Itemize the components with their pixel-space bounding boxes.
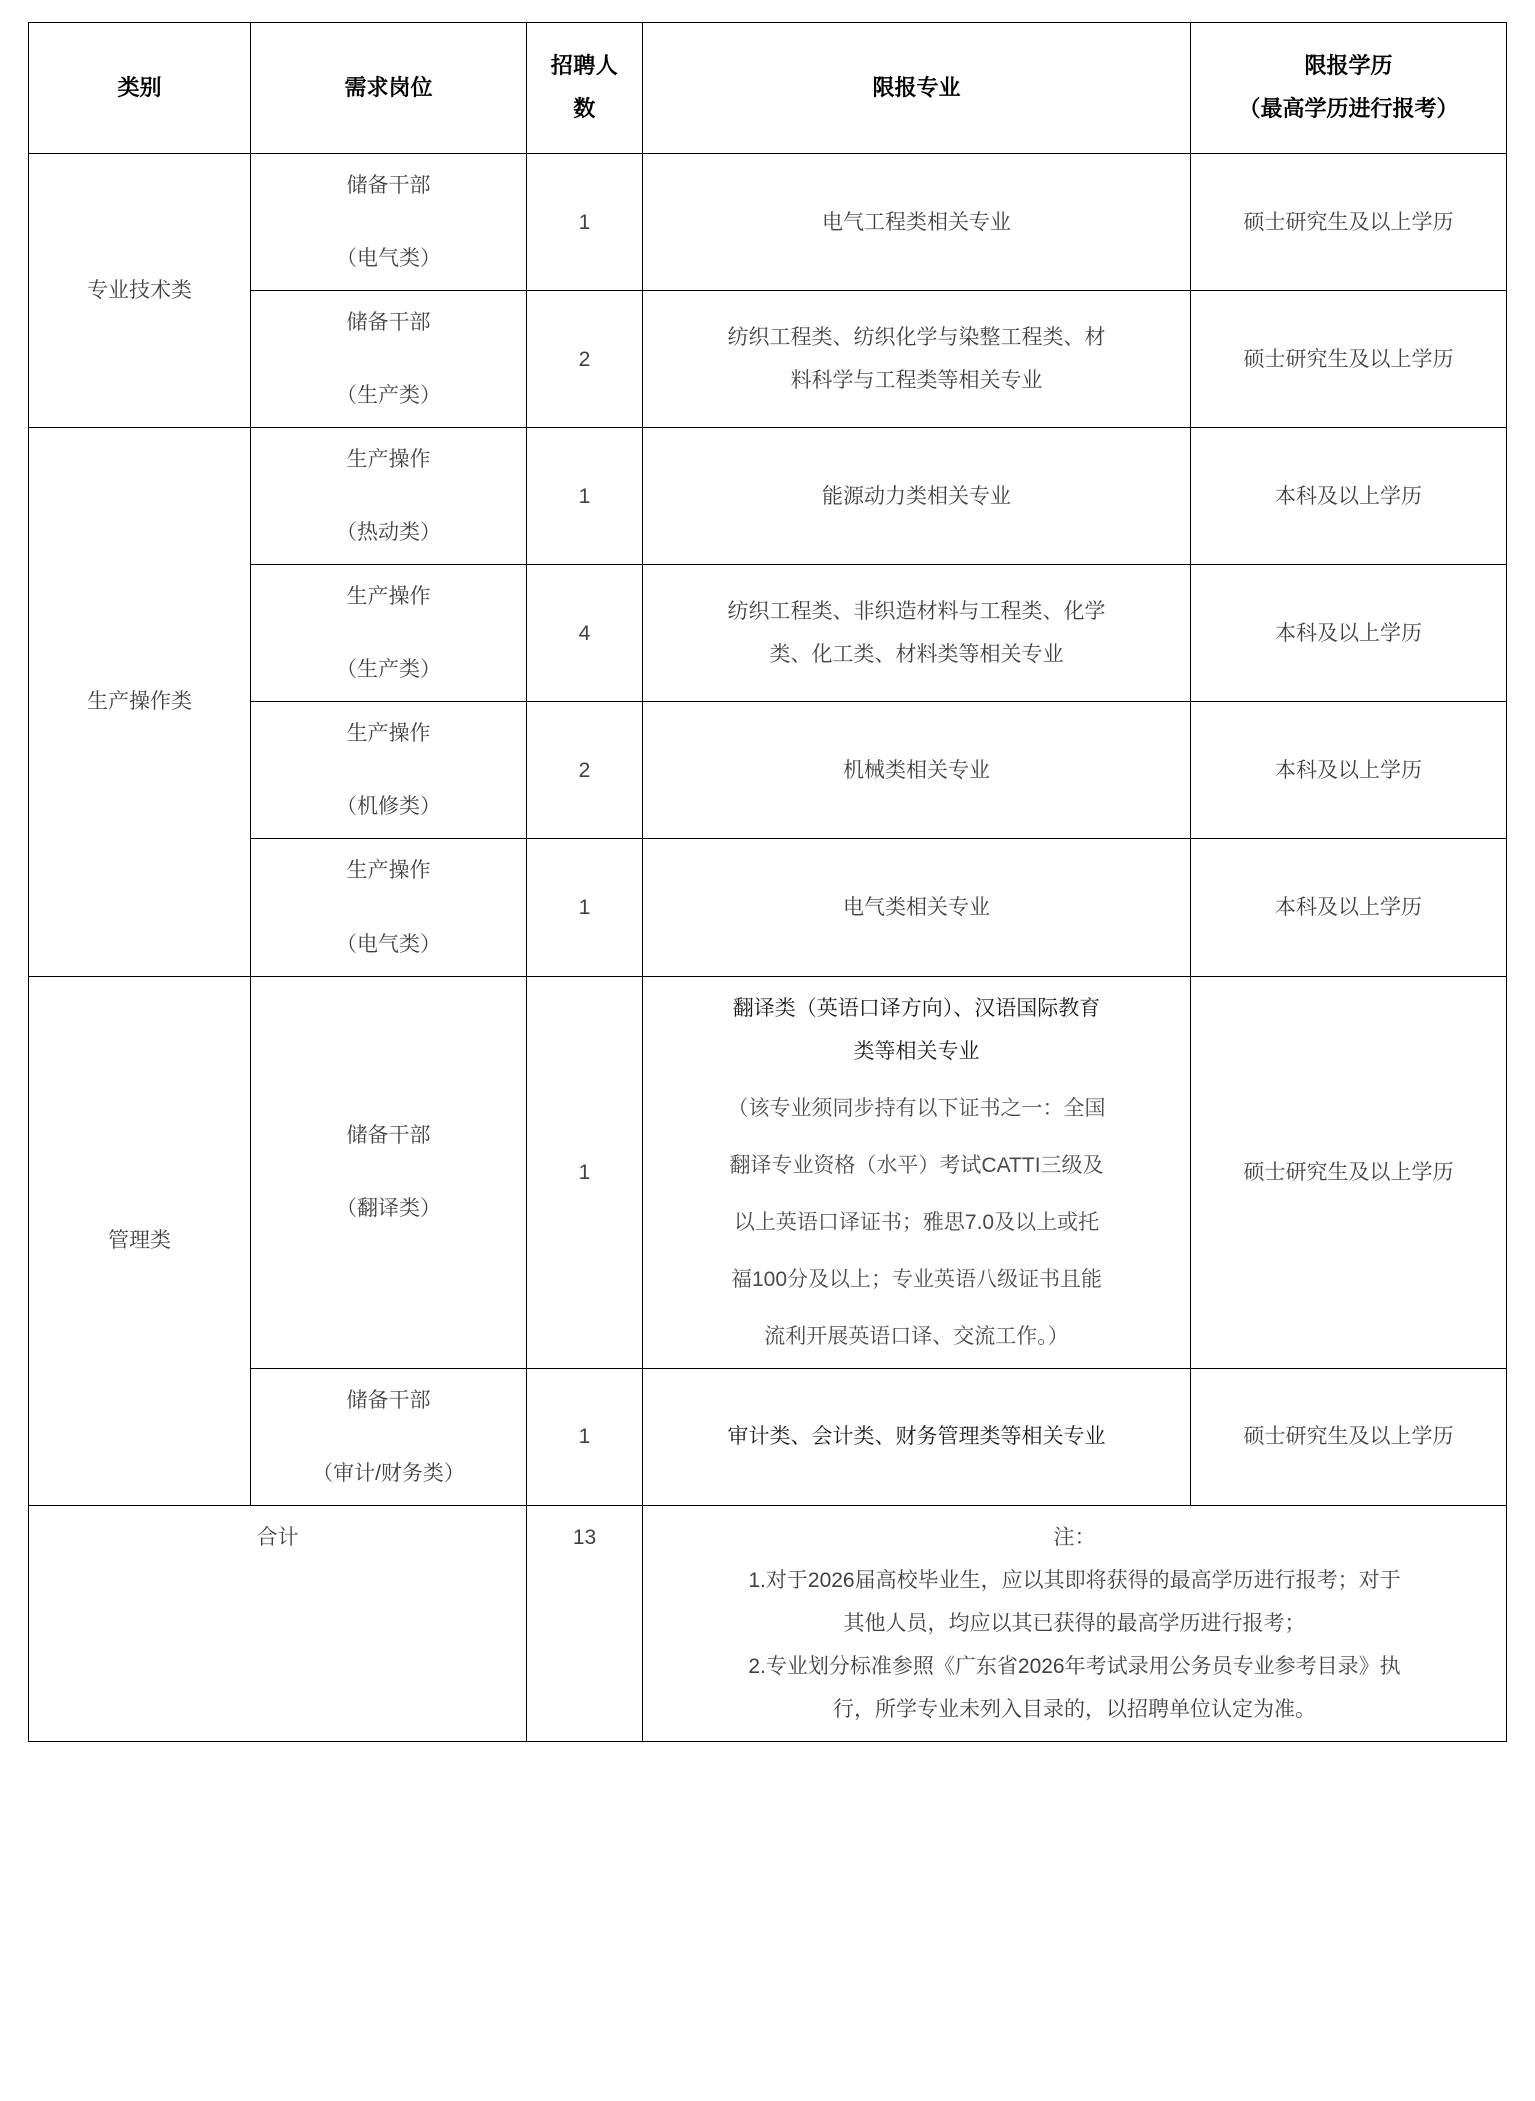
- header-label-headcount-line1: 招聘人: [550, 53, 619, 79]
- spacer: [259, 618, 518, 648]
- cell-education: 本科及以上学历: [1191, 839, 1507, 976]
- major-text-line2: 类等相关专业: [853, 1039, 980, 1063]
- header-label-education-line1: 限报学历: [1304, 53, 1393, 79]
- cell-major: [643, 702, 1191, 839]
- table-row: [29, 1368, 1507, 1505]
- header-label-position: 需求岗位: [344, 74, 433, 100]
- cell-major: [643, 1368, 1191, 1505]
- note-1-line-1: 1.对于2026届高校毕业生，应以其即将获得的最高学历进行报考；对于: [748, 1569, 1401, 1593]
- major-text-line1: 纺织工程类、非织造材料与工程类、化学: [727, 600, 1106, 624]
- header-cell-education: [1191, 23, 1507, 154]
- header-cell-headcount: [527, 23, 643, 154]
- cell-headcount: 1: [527, 1368, 643, 1505]
- header-label-headcount-line2: 数: [573, 96, 596, 121]
- cell-position: [251, 702, 527, 839]
- header-label-major: 限报专业: [872, 74, 961, 100]
- table-row: [29, 702, 1507, 839]
- cell-position: [251, 839, 527, 976]
- position-subtype: （生产类）: [336, 384, 441, 408]
- position-subtype: （热动类）: [336, 521, 441, 545]
- spacer: [259, 344, 518, 374]
- education-text: 硕士研究生及以上学历: [1243, 210, 1454, 234]
- note-1-line-2: 其他人员，均应以其已获得的最高学历进行报考；: [843, 1612, 1306, 1636]
- header-label-category: 类别: [117, 74, 162, 100]
- note-2-line-2: 行，所学专业未列入目录的，以招聘单位认定为准。: [833, 1698, 1316, 1722]
- cell-education: 硕士研究生及以上学历: [1191, 291, 1507, 428]
- major-text: 能源动力类相关专业: [822, 484, 1011, 508]
- cell-major: [643, 565, 1191, 702]
- cell-education: 本科及以上学历: [1191, 428, 1507, 565]
- spacer: [259, 1422, 518, 1452]
- cell-headcount: 4: [527, 565, 643, 702]
- cell-education: 本科及以上学历: [1191, 702, 1507, 839]
- cell-major: [643, 291, 1191, 428]
- position-subtype: （审计/财务类）: [312, 1461, 465, 1485]
- major-note-line3: 以上英语口译证书；雅思7.0及以上或托: [733, 1210, 1100, 1234]
- note-2-line-1: 2.专业划分标准参照《广东省2026年考试录用公务员专业参考目录》执: [748, 1655, 1401, 1679]
- table-row: [29, 976, 1507, 1368]
- major-text-line1: 纺织工程类、纺织化学与染整工程类、材: [727, 326, 1106, 350]
- position-title: 储备干部: [346, 311, 431, 335]
- notes-heading: 注：: [1053, 1525, 1096, 1549]
- position-title: 储备干部: [346, 1124, 431, 1148]
- totals-label: 合计: [29, 1505, 527, 1741]
- cell-headcount: 1: [527, 154, 643, 291]
- major-note-line5: 流利开展英语口译、交流工作。）: [764, 1324, 1069, 1348]
- spacer: [259, 893, 518, 923]
- position-subtype: （电气类）: [336, 247, 441, 271]
- cell-major: [643, 839, 1191, 976]
- cell-position: [251, 428, 527, 565]
- major-text-line2: 类、化工类、材料类等相关专业: [769, 643, 1064, 667]
- spacer: [259, 755, 518, 785]
- position-title: 生产操作: [346, 448, 431, 472]
- major-text-line1: 翻译类（英语口译方向）、汉语国际教育: [732, 996, 1101, 1020]
- position-title: 储备干部: [346, 174, 431, 197]
- cell-category-production-operation: [29, 428, 251, 976]
- major-text: 机械类相关专业: [843, 758, 990, 782]
- major-text-line2: 料科学与工程类等相关专业: [790, 369, 1043, 393]
- table-row: [29, 291, 1507, 428]
- cell-education: 硕士研究生及以上学历: [1191, 976, 1507, 1368]
- spacer: [259, 481, 518, 511]
- position-subtype: （电气类）: [336, 932, 441, 956]
- position-subtype: （生产类）: [336, 658, 441, 682]
- header-cell-position: [251, 23, 527, 154]
- category-label: 管理类: [108, 1229, 171, 1253]
- cell-position: [251, 976, 527, 1368]
- cell-position: [251, 565, 527, 702]
- cell-major-translation: [643, 976, 1191, 1368]
- cell-headcount: 2: [527, 702, 643, 839]
- position-subtype: （机修类）: [336, 795, 441, 819]
- cell-major: [643, 154, 1191, 291]
- cell-headcount: 1: [527, 976, 643, 1368]
- cell-education: [1191, 154, 1507, 291]
- cell-major: [643, 428, 1191, 565]
- cell-education: 硕士研究生及以上学历: [1191, 1368, 1507, 1505]
- major-text: 电气工程类相关专业: [822, 210, 1011, 234]
- spacer: [259, 207, 518, 237]
- header-label-education-line2: （最高学历进行报考）: [1238, 96, 1459, 121]
- totals-headcount: 13: [527, 1505, 643, 1741]
- category-label: 专业技术类: [87, 279, 192, 303]
- cell-position: [251, 1368, 527, 1505]
- totals-row: [29, 1505, 1507, 1741]
- cell-headcount: 1: [527, 428, 643, 565]
- cell-headcount: 2: [527, 291, 643, 428]
- position-title: 生产操作: [346, 722, 431, 746]
- cell-position: [251, 291, 527, 428]
- major-text: 审计类、会计类、财务管理类等相关专业: [727, 1425, 1106, 1449]
- major-note-line2: 翻译专业资格（水平）考试CATTI三级及: [729, 1153, 1104, 1177]
- position-title: 储备干部: [346, 1388, 431, 1412]
- table-row: [29, 565, 1507, 702]
- table-row: [29, 839, 1507, 976]
- notes-cell: [643, 1505, 1507, 1741]
- major-text: 电气类相关专业: [843, 895, 990, 919]
- cell-position: [251, 154, 527, 291]
- table-row: [29, 154, 1507, 291]
- header-cell-category: [29, 23, 251, 154]
- cell-headcount: 1: [527, 839, 643, 976]
- spacer: [259, 1157, 518, 1187]
- table-row: [29, 428, 1507, 565]
- position-title: 生产操作: [346, 859, 431, 883]
- recruitment-table: [28, 22, 1507, 1742]
- position-subtype: （翻译类）: [336, 1197, 441, 1221]
- cell-education: 本科及以上学历: [1191, 565, 1507, 702]
- major-note-line4: 福100分及以上；专业英语八级证书且能: [730, 1267, 1103, 1291]
- position-title: 生产操作: [346, 585, 431, 609]
- header-cell-major: [643, 23, 1191, 154]
- cell-category-professional-technical: [29, 154, 251, 428]
- category-label: 生产操作类: [87, 690, 192, 714]
- cell-category-management: [29, 976, 251, 1505]
- table-header-row: [29, 23, 1507, 154]
- major-note-line1: （该专业须同步持有以下证书之一：全国: [727, 1096, 1106, 1120]
